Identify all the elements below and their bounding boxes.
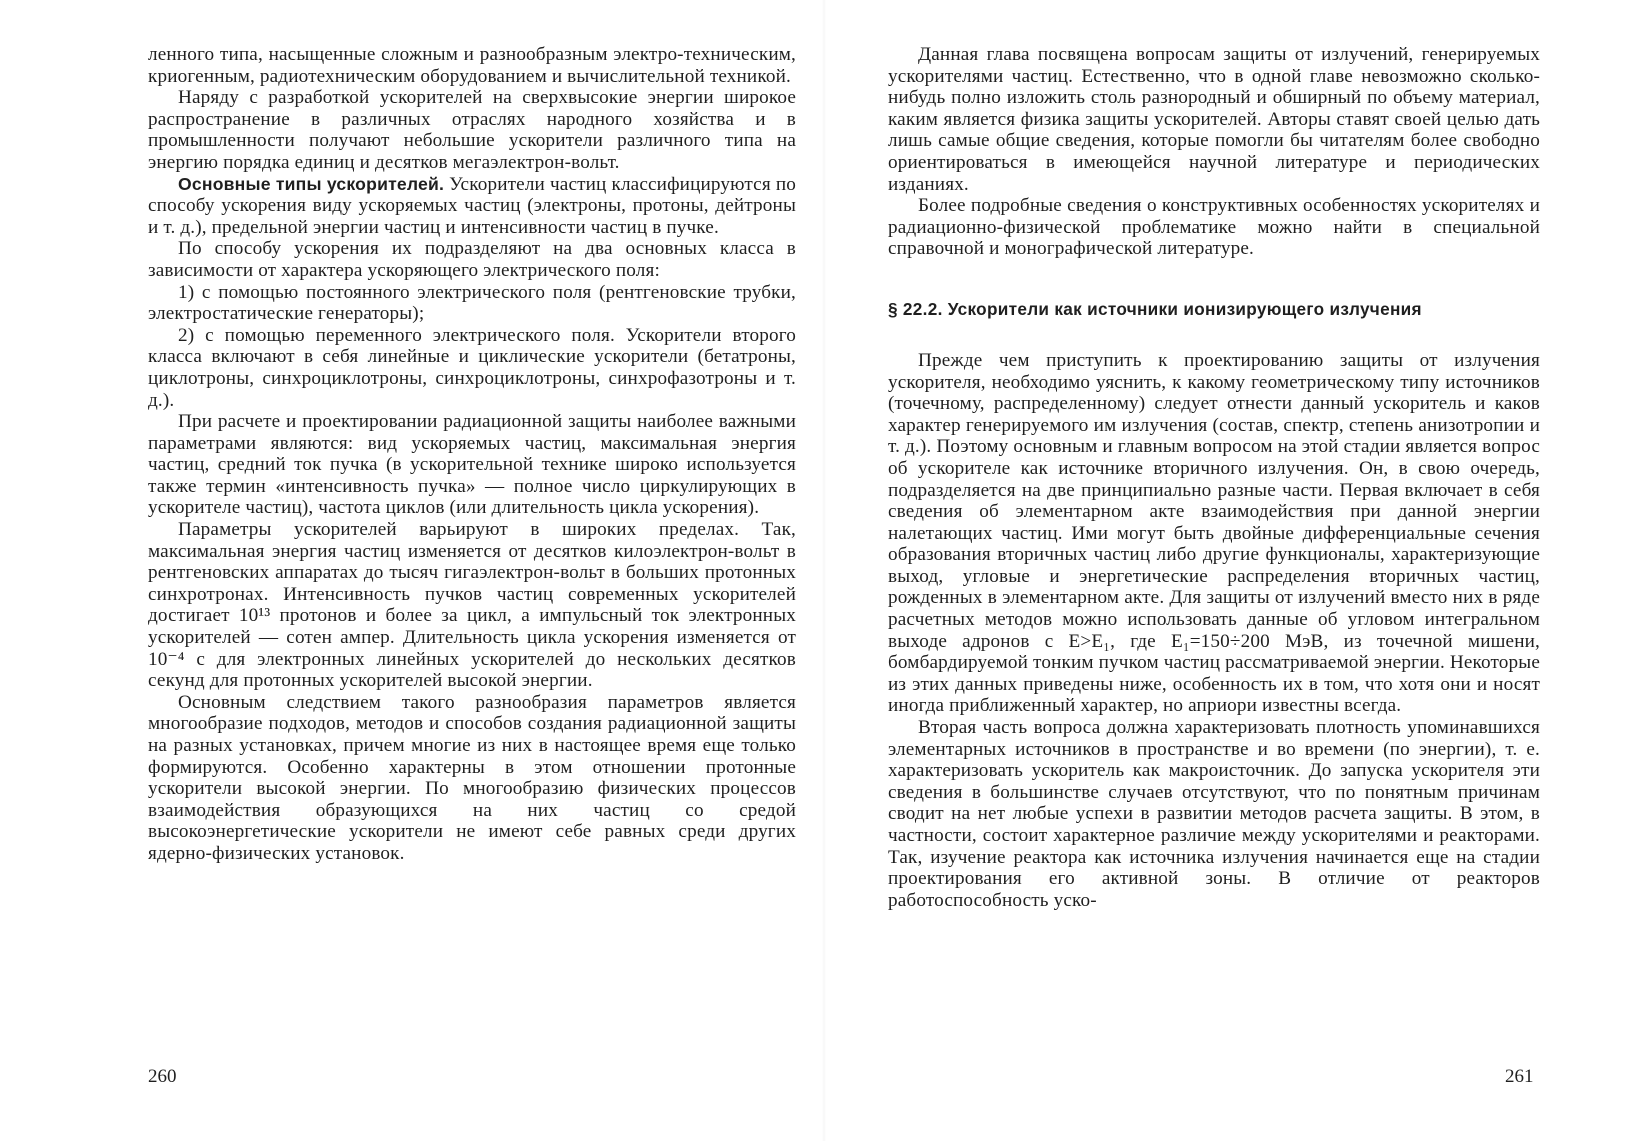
left-page bbox=[148, 44, 796, 865]
left-paragraph-1: ленного типа, насыщенные сложным и разнообразным электро-техническим, криогенным, радиотехническим оборудованием и вычислительной техникой. bbox=[148, 44, 796, 87]
page-number-left: 260 bbox=[148, 1066, 177, 1087]
run-in-heading: Основные типы ускорителей. bbox=[178, 173, 445, 194]
left-paragraph-7: При расчете и проектировании радиационной защиты наиболее важными параметрами являются: вид ускоряемых частиц, максимальная энергия частиц, средний ток пучка (в ускорительной технике широко используется также термин «интенсивность пучка» — полное число циркулирующих в ускорителе частиц), частота циклов (или длительность цикла ускорения). bbox=[148, 411, 796, 519]
left-paragraph-9: Основным следствием такого разнообразия параметров является многообразие подходов, методов и способов создания радиационной защиты на разных установках, причем многие из них в настоящее время еще только формируются. Особенно характерны в этом отношении протонные ускорители высокой энергии. По многообразию физических процессов взаимодействия образующихся на них частиц со средой высокоэнергетические ускорители не имеют себе равных среди других ядерно-физических установок. bbox=[148, 691, 796, 864]
section-heading: § 22.2. Ускорители как источники ионизирующего излучения bbox=[888, 298, 1422, 319]
right-paragraph-2: Более подробные сведения о конструктивных особенностях ускорителях и радиационно-физической проблематике можно найти в специальной справочной и монографической литературе. bbox=[888, 195, 1540, 260]
right-paragraph-3: Прежде чем приступить к проектированию защиты от излучения ускорителя, необходимо уяснить, к какому геометрическому типу источников (точечному, распределенному) следует отнести данный ускоритель и каков характер генерируемого им излучения (состав, спектр, степень анизотропии и т. д.). Поэтому основным и главным вопросом на этой стадии является вопрос об ускорителе как источнике вторичного излучения. Он, в свою очередь, подразделяется на две принципиально разные части. Первая включает в себя сведения об элементарном акте взаимодействия при данной энергии налетающих частиц. Ими могут быть двойные дифференциальные сечения образования вторичных частиц либо другие функционалы, характеризующие выход, угловые и энергетические распределения вторичных частиц, рожденных в элементарном акте. Для защиты от излучений вместо них в ряде расчетных методов можно использовать данные об угловом интегральном выходе адронов с E>E₁, где E₁=150÷200 МэВ, из точечной мишени, бомбардируемой тонким пучком частиц рассматриваемой энергии. Некоторые из этих данных приведены ниже, особенность их в том, что хотя они и носят иногда приближенный характер, но априори известны всегда. bbox=[888, 349, 1540, 717]
left-paragraph-3: Основные типы ускорителей. Ускорители частиц классифицируются по способу ускорения виду ускоряемых частиц (электроны, протоны, дейтроны и т. д.), предельной энергии частиц и интенсивности частиц в пучке. bbox=[148, 173, 796, 238]
right-paragraph-4: Вторая часть вопроса должна характеризовать плотность упоминавшихся элементарных источников в пространстве и во времени (по энергии), т. е. характеризовать ускоритель как макроисточник. До запуска ускорителя эти сведения в большинстве случаев отсутствуют, что по понятным причинам сводит на нет любые успехи в развитии методов расчета защиты. В этом, в частности, состоит характерное различие между ускорителями и реакторами. Так, изучение реактора как источника излучения начинается еще на стадии проектирования его активной зоны. В отличие от реакторов работоспособность уско- bbox=[888, 717, 1540, 911]
left-paragraph-2: Наряду с разработкой ускорителей на сверхвысокие энергии широкое распространение в различных отраслях народного хозяйства и в промышленности получают небольшие ускорители различного типа на энергию порядка единиц и десятков мегаэлектрон-вольт. bbox=[148, 87, 796, 173]
spine-shadow bbox=[822, 0, 826, 1141]
right-page bbox=[888, 44, 1540, 911]
left-paragraph-6: 2) с помощью переменного электрического поля. Ускорители второго класса включают в себя линейные и циклические ускорители (бетатроны, циклотроны, синхроциклотроны, синхроциклотроны, синхрофазотроны и т. д.). bbox=[148, 324, 796, 411]
left-paragraph-5: 1) с помощью постоянного электрического поля (рентгеновские трубки, электростатические генераторы); bbox=[148, 281, 796, 325]
left-paragraph-8: Параметры ускорителей варьируют в широких пределах. Так, максимальная энергия частиц изменяется от десятков килоэлектрон-вольт в рентгеновских аппаратах до тысяч гигаэлектрон-вольт в больших протонных синхротронах. Интенсивность пучков частиц современных ускорителей достигает 10¹³ протонов и более за цикл, а импульсный ток электронных ускорителей — сотен ампер. Длительность цикла ускорения изменяется от 10⁻⁴ с для электронных линейных ускорителей до нескольких десятков секунд для протонных ускорителей высокой энергии. bbox=[148, 519, 796, 692]
right-paragraph-1: Данная глава посвящена вопросам защиты от излучений, генерируемых ускорителями частиц. Естественно, что в одной главе невозможно сколько-нибудь полно изложить столь разнородный и обширный по объему материал, каким является физика защиты ускорителей. Авторы ставят своей целью дать лишь самые общие сведения, которые помогли бы читателям более свободно ориентироваться в имеющейся научной литературе и периодических изданиях. bbox=[888, 44, 1540, 195]
page-number-right: 261 bbox=[1505, 1066, 1534, 1087]
left-paragraph-4: По способу ускорения их подразделяют на два основных класса в зависимости от характера ускоряющего электрического поля: bbox=[148, 238, 796, 281]
